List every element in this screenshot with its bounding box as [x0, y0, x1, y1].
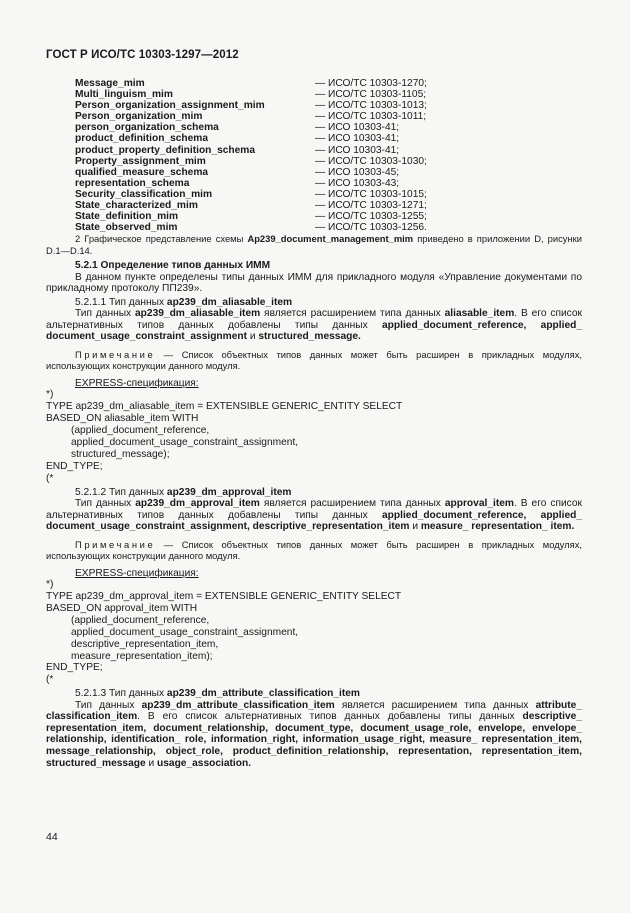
reference-row [75, 133, 582, 144]
reference-row [75, 200, 582, 211]
schema-name: product_definition_schema [75, 133, 209, 145]
schema-name: Multi_linguism_mim [75, 89, 173, 101]
reference-row [75, 222, 582, 233]
standard-ref: — ИСО/ТС 10303-1271; [315, 200, 427, 212]
page-number: 44 [46, 831, 58, 843]
express-code [46, 389, 582, 484]
code-line: BASED_ON aliasable_item WITH [46, 413, 199, 425]
reference-row [75, 89, 582, 100]
page-header: ГОСТ Р ИСО/ТС 10303-1297—2012 [46, 49, 239, 61]
schema-name: State_definition_mim [75, 211, 179, 223]
schema-name: State_observed_mim [75, 222, 178, 234]
code-line: BASED_ON approval_item WITH [46, 602, 198, 614]
standard-ref: — ИСО/ТС 10303-1013; [315, 100, 427, 112]
code-line: applied_document_usage_constraint_assignment, [71, 626, 299, 638]
schema-name: Message_mim [75, 78, 145, 89]
page-content [46, 78, 582, 769]
schema-name: Property_assignment_mim [75, 155, 206, 167]
subsection-body: Тип данных ap239_dm_aliasable_item является расширением типа данных aliasable_item. В его список альтернативных типов данных добавлены типы данных applied_document_reference, applied_ document_usage_constraint_assignment и structured_message. [46, 308, 582, 343]
reference-row [75, 100, 582, 111]
subsection-body: Тип данных ap239_dm_approval_item является расширением типа данных approval_item. В его список альтернативных типов данных добавлены типы данных applied_document_reference, applied_ document_usage_constraint_assignment, descriptive_representation_item и measure_ representation_ item. [46, 498, 582, 533]
code-line: (applied_document_reference, [71, 425, 210, 437]
standard-ref: — ИСО/ТС 10303-1105; [315, 89, 427, 101]
reference-row [75, 122, 582, 133]
standard-ref: — ИСО/ТС 10303-1255; [315, 211, 427, 223]
code-line: (applied_document_reference, [71, 614, 210, 626]
reference-row [75, 156, 582, 167]
note-2: 2 Графическое представление схемы Ap239_document_management_mim приведено в приложении D, рисунки D.1—D.14. [46, 233, 582, 256]
standard-ref: — ИСО/ТС 10303-1015; [315, 188, 427, 200]
code-line: END_TYPE; [46, 460, 103, 472]
reference-row [75, 178, 582, 189]
code-line: structured_message); [71, 448, 170, 460]
code-line: TYPE ap239_dm_approval_item = EXTENSIBLE GENERIC_ENTITY SELECT [46, 591, 402, 603]
code-line: descriptive_representation_item, [71, 638, 219, 650]
subsection-body: Тип данных ap239_dm_attribute_classification_item является расширением типа данных attribute_ classification_item. В его список альтернативных типов данных добавлены типы данных descriptive_ representation_item, document_relationship, document_type, document_usage_role, envelope, envelope_ relationship, identification_ role, information_right, information_usage_right, measure_ representation_item, message_relationship, object_role, product_definition_relationship, representation, representation_item, structured_message и usage_association. [46, 699, 582, 769]
standard-ref: — ИСО 10303-43; [315, 177, 400, 189]
schema-name: Person_organization_assignment_mim [75, 100, 265, 112]
subsection-title: 5.2.1.1 Тип данных ap239_dm_aliasable_item [75, 296, 293, 308]
schema-name: qualified_measure_schema [75, 166, 209, 178]
code-line: *) [46, 579, 54, 591]
code-line: (* [46, 674, 54, 686]
schema-name: person_organization_schema [75, 122, 219, 134]
code-line: *) [46, 389, 54, 401]
code-line: TYPE ap239_dm_aliasable_item = EXTENSIBLE GENERIC_ENTITY SELECT [46, 401, 403, 413]
schema-name: Person_organization_mim [75, 111, 203, 123]
note-paragraph: Примечание — Список объектных типов данных может быть расширен в прикладных модулях, использующих конструкции данного модуля. [46, 348, 582, 372]
section-heading: 5.2.1 Определение типов данных ИММ [75, 260, 271, 272]
code-line: measure_representation_item); [71, 650, 213, 662]
code-line: END_TYPE; [46, 662, 103, 674]
reference-row [75, 111, 582, 122]
schema-reference-list [75, 78, 582, 233]
standard-ref: — ИСО/ТС 10303-1270; [315, 78, 427, 89]
subsection-title: 5.2.1.3 Тип данных ap239_dm_attribute_classification_item [75, 688, 360, 700]
reference-row [75, 211, 582, 222]
code-line: applied_document_usage_constraint_assignment, [71, 436, 299, 448]
standard-ref: — ИСО 10303-41; [315, 133, 400, 145]
schema-name: State_characterized_mim [75, 200, 198, 212]
reference-row [75, 189, 582, 200]
section-intro: В данном пункте определены типы данных ИММ для прикладного модуля «Управление документами по прикладному протоколу ПП239». [46, 271, 582, 295]
standard-ref: — ИСО 10303-45; [315, 166, 400, 178]
standard-ref: — ИСО 10303-41; [315, 144, 400, 156]
note-paragraph: Примечание — Список объектных типов данных может быть расширен в прикладных модулях, использующих конструкции данного модуля. [46, 538, 582, 562]
reference-row [75, 78, 582, 89]
code-line: (* [46, 472, 54, 484]
express-label: EXPRESS-спецификация: [75, 377, 199, 389]
schema-name: Security_classification_mim [75, 188, 213, 200]
schema-name: product_property_definition_schema [75, 144, 256, 156]
standard-ref: — ИСО/ТС 10303-1011; [315, 111, 427, 123]
express-label: EXPRESS-спецификация: [75, 567, 199, 579]
express-code [46, 579, 582, 686]
reference-row [75, 145, 582, 156]
reference-row [75, 167, 582, 178]
subsection-title: 5.2.1.2 Тип данных ap239_dm_approval_item [75, 486, 292, 498]
standard-ref: — ИСО/ТС 10303-1256. [315, 222, 427, 234]
standard-ref: — ИСО 10303-41; [315, 122, 400, 134]
schema-name: representation_schema [75, 177, 190, 189]
standard-ref: — ИСО/ТС 10303-1030; [315, 155, 427, 167]
